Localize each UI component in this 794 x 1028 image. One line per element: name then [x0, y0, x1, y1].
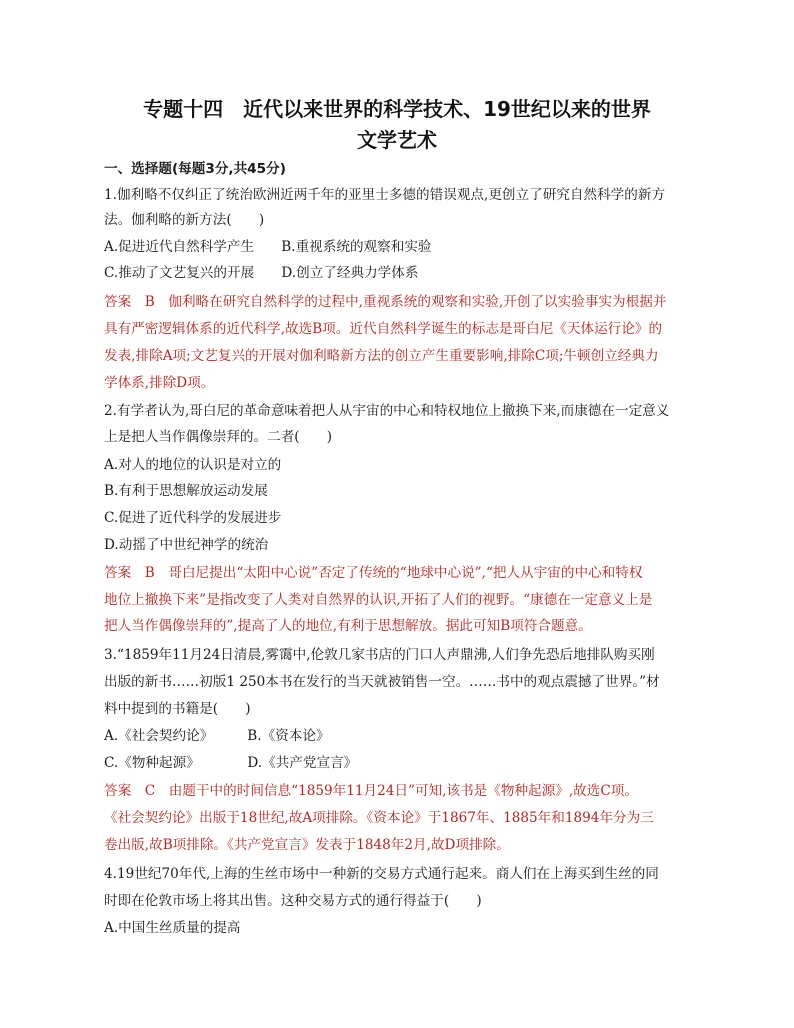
section-heading: 一、选择题(每题3分,共45分) [104, 161, 286, 177]
question-line: B.有利于思想解放运动发展 [104, 483, 268, 499]
answer-line: 学体系,排除D项。 [104, 375, 215, 391]
question-line: C.促进了近代科学的发展进步 [104, 510, 282, 526]
question-line: A.《社会契约论》 B.《资本论》 [104, 728, 330, 744]
answer-line: 地位上撤换下来”是指改变了人类对自然界的认识,开拓了人们的视野。“康德在一定意义上是 [104, 592, 653, 608]
answer-line: 答案 B 哥白尼提出“太阳中心说”否定了传统的“地球中心说”,“把人从宇宙的中心和特权 [104, 565, 643, 581]
answer-line: 把人当作偶像崇拜的”,提高了人的地位,有利于思想解放。据此可知B项符合题意。 [104, 618, 592, 634]
question-line: A.中国生丝质量的提高 [104, 920, 241, 936]
question-line: 料中提到的书籍是( ) [104, 701, 251, 717]
answer-line: 发表,排除A项;文艺复兴的开展对伽利略新方法的创立产生重要影响,排除C项;牛顿创立经典力 [104, 348, 659, 364]
question-line: 上是把人当作偶像崇拜的。二者( ) [104, 429, 333, 445]
question-line: 法。伽利略的新方法( ) [104, 212, 265, 228]
page-title-line-1: 专题十四 近代以来世界的科学技术、19世纪以来的世界 [143, 97, 651, 121]
question-line: 1.伽利略不仅纠正了统治欧洲近两千年的亚里士多德的错误观点,更创立了研究自然科学的新方 [104, 187, 666, 203]
answer-line: 具有严密逻辑体系的近代科学,故选B项。近代自然科学诞生的标志是哥白尼《天体运行论》的 [104, 321, 663, 337]
question-line: A.促进近代自然科学产生 B.重视系统的观察和实验 [104, 239, 432, 255]
question-line: 3.“1859年11月24日清晨,雾霭中,伦敦几家书店的门口人声鼎沸,人们争先恐后地排队购买刚 [104, 647, 655, 663]
page-title-line-2: 文学艺术 [357, 128, 437, 152]
question-line: D.动摇了中世纪神学的统治 [104, 537, 269, 553]
answer-line: 答案 B 伽利略在研究自然科学的过程中,重视系统的观察和实验,开创了以实验事实为根据并 [104, 294, 667, 310]
answer-line: 《社会契约论》出版于18世纪,故A项排除。《资本论》于1867年、1885年和1894年分为三 [104, 810, 654, 826]
question-line: 出版的新书……初版1 250本书在发行的当天就被销售一空。……书中的观点震撼了世界。”材 [104, 674, 660, 690]
answer-line: 答案 C 由题干中的时间信息“1859年11月24日”可知,该书是《物种起源》,故选C项。 [104, 783, 638, 799]
question-line: 4.19世纪70年代,上海的生丝市场中一种新的交易方式通行起来。商人们在上海买到生丝的同 [104, 866, 659, 882]
question-line: C.《物种起源》 D.《共产党宣言》 [104, 755, 358, 771]
question-line: 2.有学者认为,哥白尼的革命意味着把人从宇宙的中心和特权地位上撤换下来,而康德在一定意义 [104, 403, 670, 419]
question-line: C.推动了文艺复兴的开展 D.创立了经典力学体系 [104, 265, 419, 281]
answer-line: 卷出版,故B项排除。《共产党宣言》发表于1848年2月,故D项排除。 [104, 837, 510, 853]
question-line: 时即在伦敦市场上将其出售。这种交易方式的通行得益于( ) [104, 893, 482, 909]
question-line: A.对人的地位的认识是对立的 [104, 457, 282, 473]
